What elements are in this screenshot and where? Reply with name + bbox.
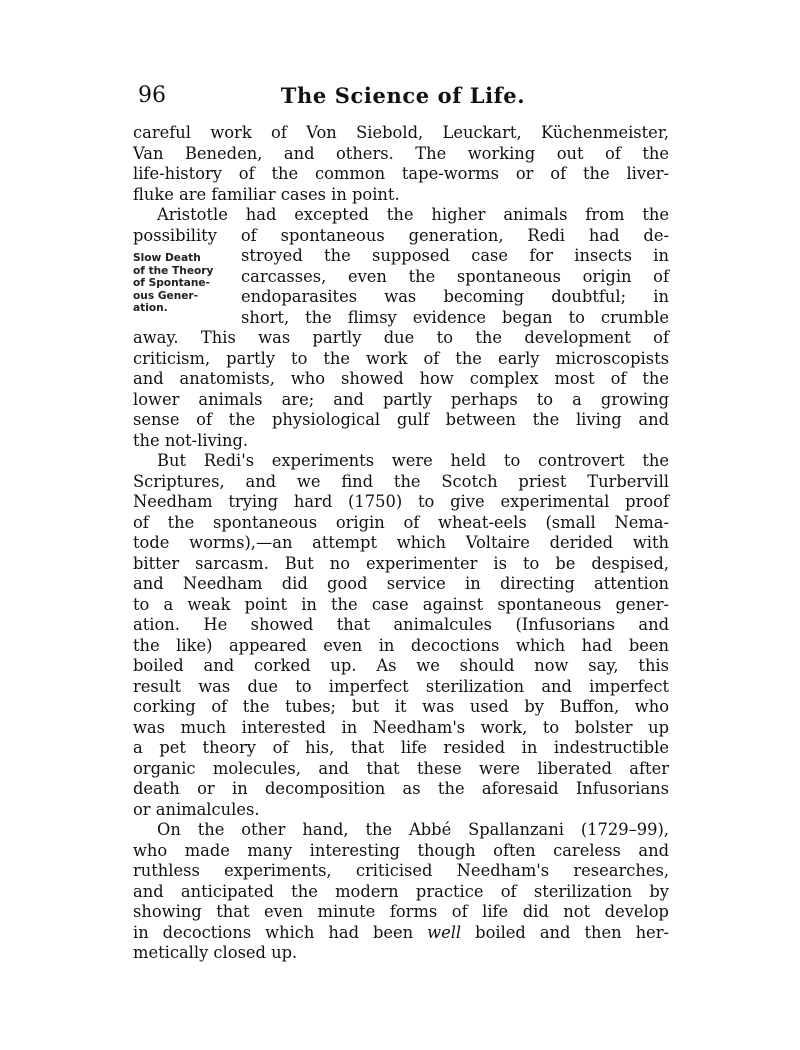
text-line: who made many interesting though often careless and — [133, 840, 669, 860]
text-line: and Needham did good service in directing attention — [133, 574, 669, 593]
text-line: sense of the physiological gulf between the living and — [133, 410, 669, 429]
text-line: a pet theory of his, that life resided in indestructible — [133, 738, 669, 757]
text-line: or animalcules. — [133, 799, 260, 819]
paragraph-start-line: But Redi's experiments were held to controvert the — [157, 451, 669, 470]
text-line: stroyed the supposed case for insects in — [241, 246, 669, 265]
text-line: corking of the tubes; but it was used by Buffon, who — [133, 697, 669, 716]
text-segment: in decoctions which had been — [133, 922, 414, 942]
text-line: and anticipated the modern practice of sterilization by — [133, 881, 669, 901]
text-line: boiled and corked up. As we should now say, this — [133, 656, 669, 675]
text-line: death or in decomposition as the aforesaid Infusorians — [133, 779, 669, 798]
emphasized-word: well — [427, 922, 462, 942]
text-line: short, the flimsy evidence began to crumble — [241, 307, 669, 327]
running-title: The Science of Life. — [280, 83, 526, 108]
page-number: 96 — [138, 83, 166, 108]
text-line: of the spontaneous origin of wheat-eels (small Nema- — [133, 512, 669, 532]
text-line: ruthless experiments, criticised Needham's researches, — [133, 861, 669, 880]
text-line: carcasses, even the spontaneous origin of — [241, 266, 669, 286]
text-line: life-history of the common tape-worms or of the liver- — [133, 164, 669, 183]
text-line: was much interested in Needham's work, to bolster up — [133, 717, 669, 737]
text-line: showing that even minute forms of life did not develop — [133, 902, 669, 921]
text-line: organic molecules, and that these were liberated after — [133, 758, 669, 778]
text-line: Scriptures, and we find the Scotch priest Turbervill — [133, 471, 669, 491]
text-line: away. This was partly due to the development of — [133, 328, 669, 347]
text-line: endoparasites was becoming doubtful; in — [241, 287, 669, 306]
text-line: result was due to imperfect sterilization and imperfect — [133, 676, 669, 696]
page-header — [138, 80, 668, 112]
paragraph-start-line: On the other hand, the Abbé Spallanzani (1729–99), — [157, 820, 669, 839]
text-line: bitter sarcasm. But no experimenter is to be despised, — [133, 553, 669, 573]
body-text — [133, 123, 669, 964]
margin-note-line: ous Gener- — [133, 289, 199, 302]
margin-note-line: ation. — [133, 302, 168, 315]
text-line: metically closed up. — [133, 943, 298, 962]
text-line: tode worms),—an attempt which Voltaire derided with — [133, 533, 669, 552]
margin-note-line: Slow Death — [133, 252, 201, 264]
text-line: Van Beneden, and others. The working out of the — [133, 143, 669, 163]
text-line: to a weak point in the case against spontaneous gener- — [133, 594, 669, 614]
margin-note-line: of the Theory — [133, 264, 214, 277]
text-line: careful work of Von Siebold, Leuckart, Küchenmeister, — [133, 123, 669, 142]
text-line: fluke are familiar cases in point. — [133, 184, 400, 204]
margin-note-line: of Spontane- — [133, 277, 210, 290]
text-line — [133, 923, 669, 944]
paragraph-start-line: Aristotle had excepted the higher animals from the — [157, 205, 669, 224]
text-line: ation. He showed that animalcules (Infusorians and — [133, 615, 669, 634]
text-segment: boiled and then her- — [475, 922, 669, 942]
text-line: criticism, partly to the work of the early microscopists — [133, 348, 669, 368]
text-line: Needham trying hard (1750) to give experimental proof — [133, 492, 669, 511]
text-line: the like) appeared even in decoctions which had been — [133, 635, 669, 655]
text-line: lower animals are; and partly perhaps to a growing — [133, 389, 669, 409]
text-line: possibility of spontaneous generation, Redi had de- — [133, 225, 669, 245]
text-line: and anatomists, who showed how complex most of the — [133, 369, 669, 388]
text-line: the not-living. — [133, 430, 249, 450]
